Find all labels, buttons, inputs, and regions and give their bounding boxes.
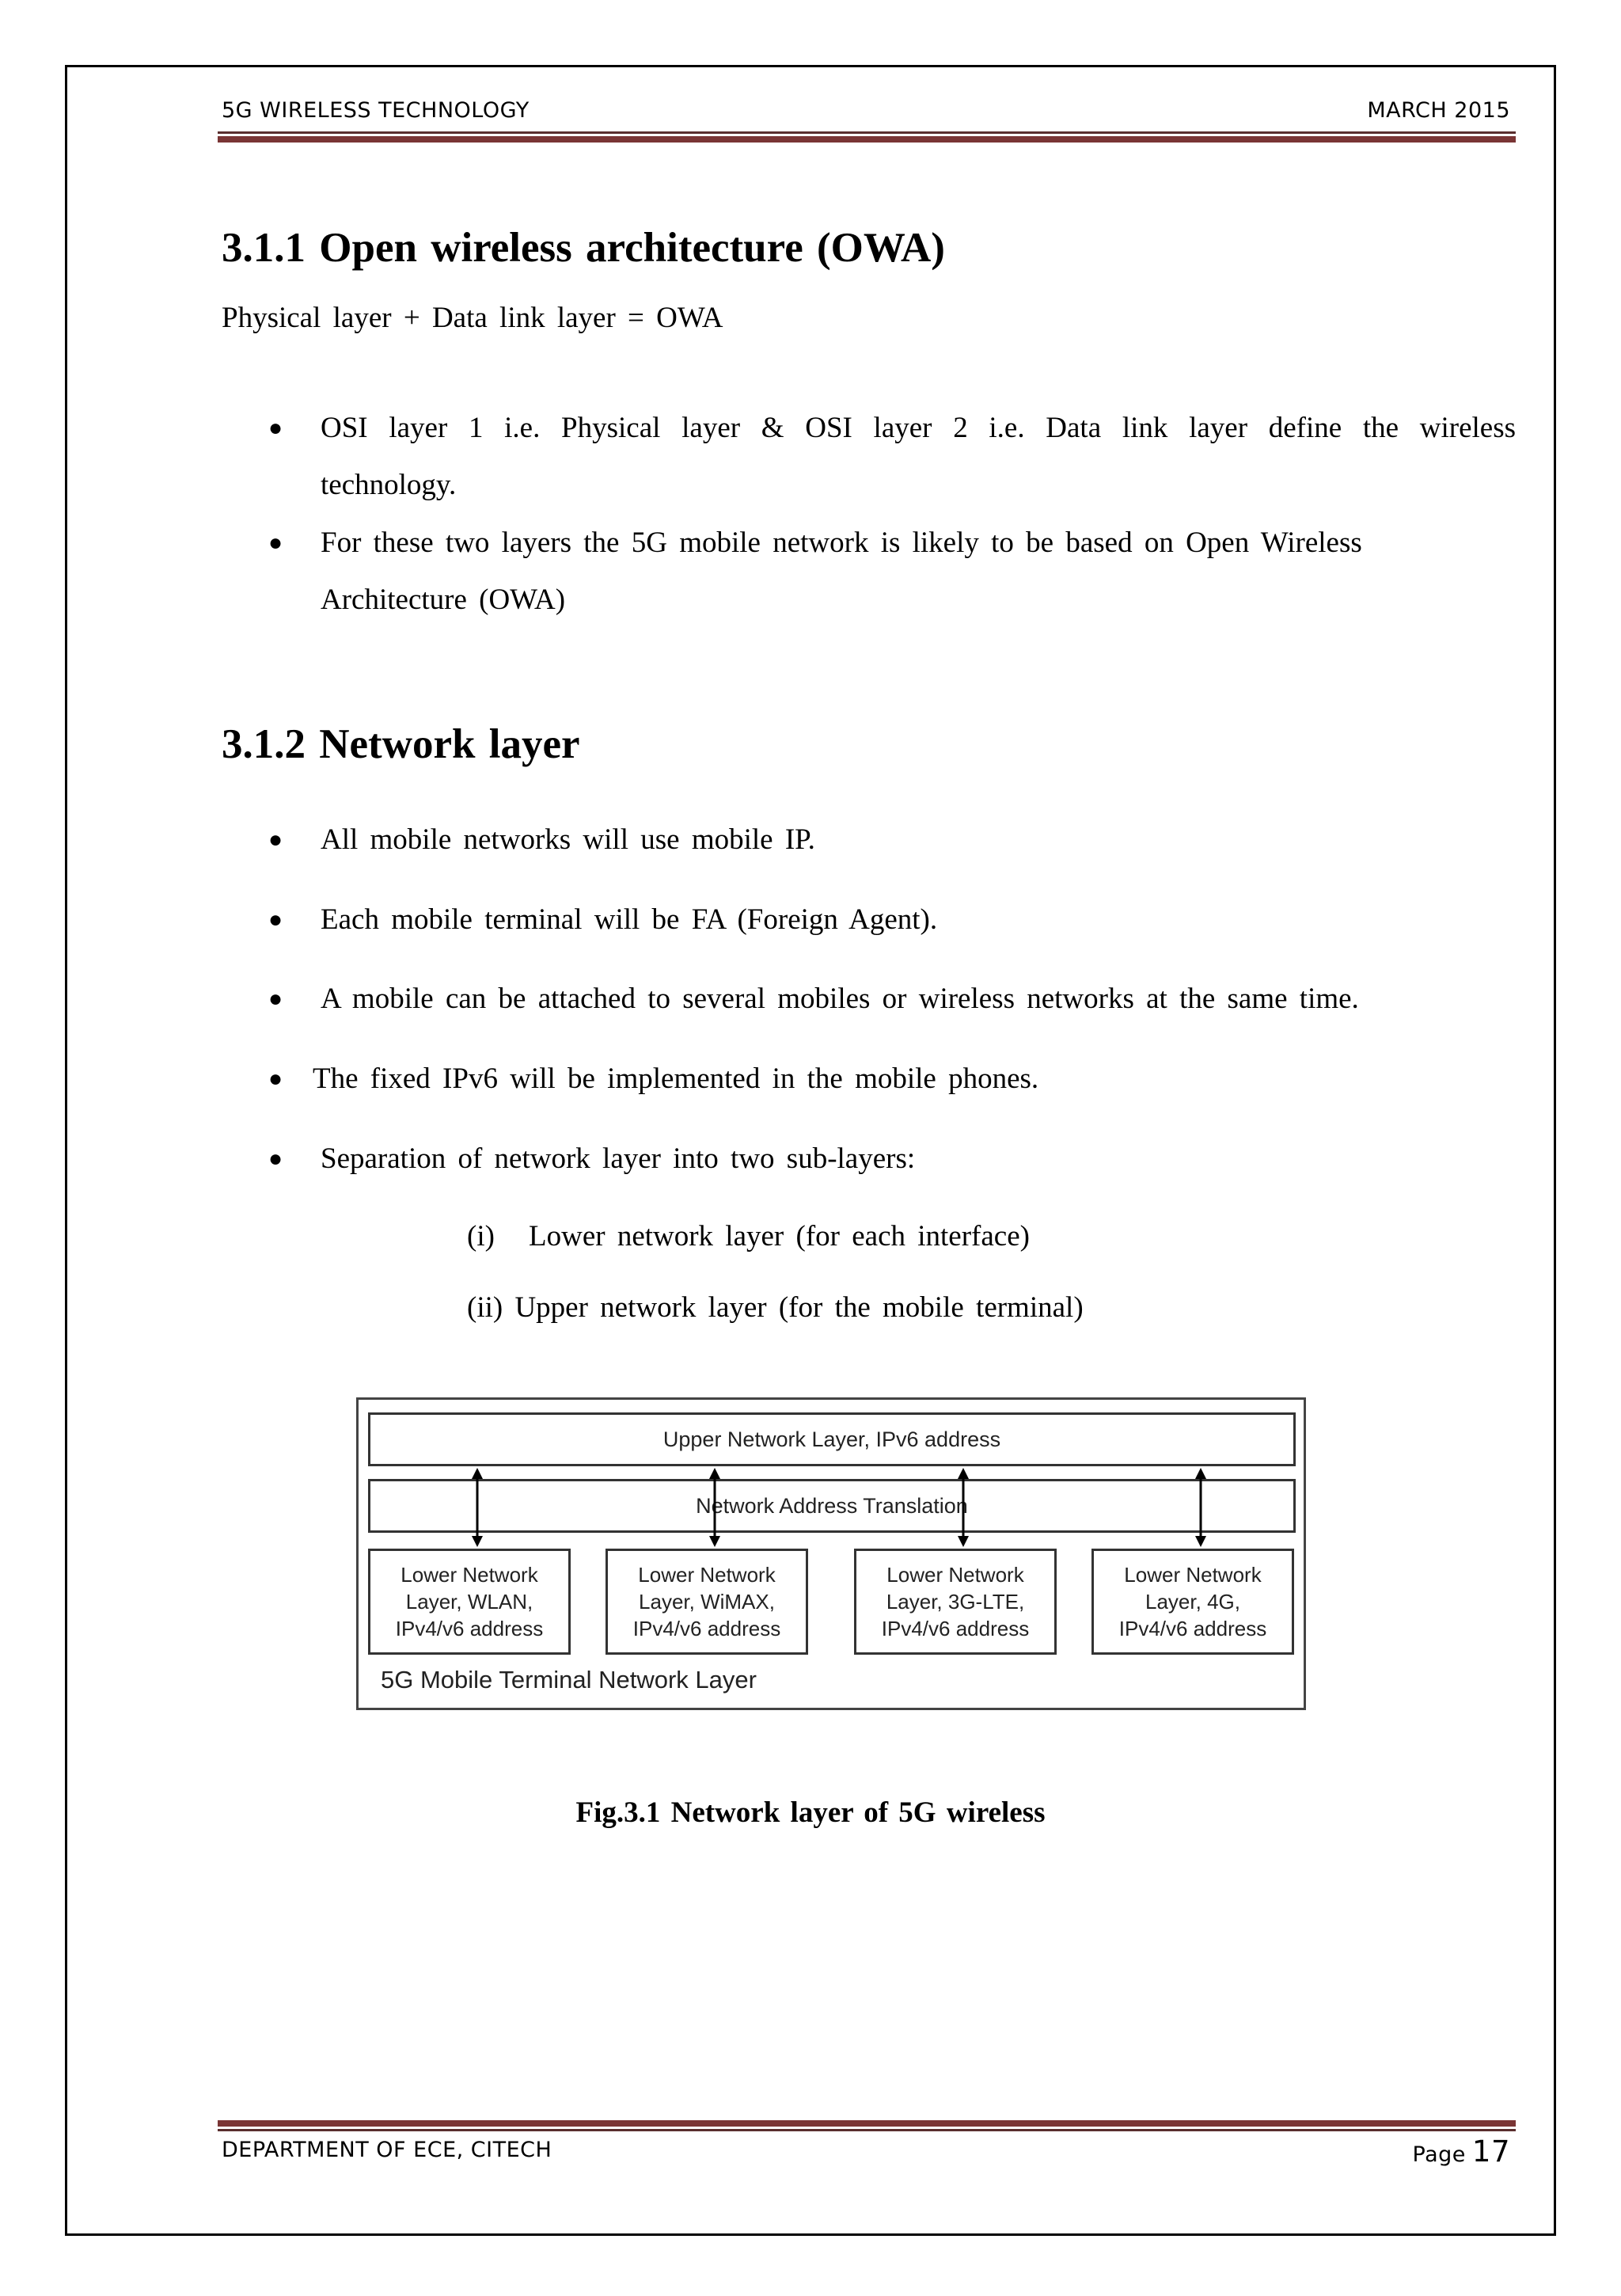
- bullet-icon: ●: [268, 907, 283, 933]
- list-item-text: A mobile can be attached to several mobiles or wireless networks at the same time.: [321, 983, 1359, 1015]
- list-item-text: All mobile networks will use mobile IP.: [321, 823, 815, 856]
- sublayer-item: [467, 1291, 1084, 1325]
- bullet-icon: ●: [268, 986, 283, 1012]
- header-title: 5G WIRELESS TECHNOLOGY: [222, 98, 530, 123]
- list-item: [268, 515, 1429, 629]
- double-arrow-icon: [469, 1468, 485, 1547]
- page-number-value: 17: [1471, 2134, 1510, 2169]
- lower-layer-wimax-box: Lower Network Layer, WiMAX, IPv4/v6 address: [606, 1549, 808, 1655]
- footer-rule: [218, 2120, 1516, 2131]
- header-date: MARCH 2015: [1367, 98, 1510, 123]
- list-item: [268, 400, 1516, 514]
- sublayer-label: (i): [467, 1220, 495, 1253]
- list-item: [268, 1051, 1039, 1108]
- list-item: [268, 891, 938, 948]
- bullet-icon: ●: [268, 1066, 283, 1092]
- list-item: [268, 971, 1359, 1028]
- network-layer-diagram: [356, 1397, 1306, 1710]
- nat-box: Network Address Translation: [368, 1479, 1296, 1533]
- list-item-text: For these two layers the 5G mobile network is likely to be based on Open Wireless Architecture (OWA): [321, 526, 1362, 616]
- sublayer-text: Lower network layer (for each interface): [529, 1220, 1030, 1253]
- lower-layer-4g-box: Lower Network Layer, 4G, IPv4/v6 address: [1091, 1549, 1294, 1655]
- sublayer-item: [467, 1219, 1030, 1253]
- figure-caption: Fig.3.1 Network layer of 5G wireless: [575, 1796, 1046, 1829]
- sublayer-label: (ii): [467, 1291, 503, 1324]
- list-item-text: Each mobile terminal will be FA (Foreign Agent).: [321, 903, 938, 936]
- list-item-text: The fixed IPv6 will be implemented in the mobile phones.: [313, 1062, 1039, 1095]
- list-item: [268, 1131, 916, 1188]
- section-heading-owa: 3.1.1 Open wireless architecture (OWA): [222, 225, 945, 271]
- sublayer-text: Upper network layer (for the mobile terminal): [514, 1291, 1084, 1324]
- upper-network-layer-box: Upper Network Layer, IPv6 address: [368, 1412, 1296, 1466]
- list-item: [268, 812, 815, 869]
- lower-layer-wlan-box: Lower Network Layer, WLAN, IPv4/v6 address: [368, 1549, 571, 1655]
- terminal-layer-label: 5G Mobile Terminal Network Layer: [381, 1666, 757, 1693]
- double-arrow-icon: [1193, 1468, 1209, 1547]
- section-heading-network: 3.1.2 Network layer: [222, 721, 580, 767]
- bullet-icon: ●: [268, 1146, 283, 1172]
- list-item-text: OSI layer 1 i.e. Physical layer & OSI layer 2 i.e. Data link layer define the wireless technology.: [321, 412, 1516, 501]
- page-number: [1413, 2134, 1510, 2169]
- bullet-icon: ●: [268, 415, 283, 441]
- lower-layer-3g-lte-box: Lower Network Layer, 3G-LTE, IPv4/v6 address: [854, 1549, 1057, 1655]
- owa-formula: Physical layer + Data link layer = OWA: [222, 302, 723, 334]
- double-arrow-icon: [707, 1468, 723, 1547]
- footer-department: DEPARTMENT OF ECE, CITECH: [222, 2138, 552, 2162]
- header-rule: [218, 131, 1516, 143]
- double-arrow-icon: [955, 1468, 971, 1547]
- bullet-icon: ●: [268, 530, 283, 556]
- bullet-icon: ●: [268, 827, 283, 853]
- page-label: Page: [1412, 2142, 1466, 2167]
- list-item-text: Separation of network layer into two sub-layers:: [321, 1142, 916, 1175]
